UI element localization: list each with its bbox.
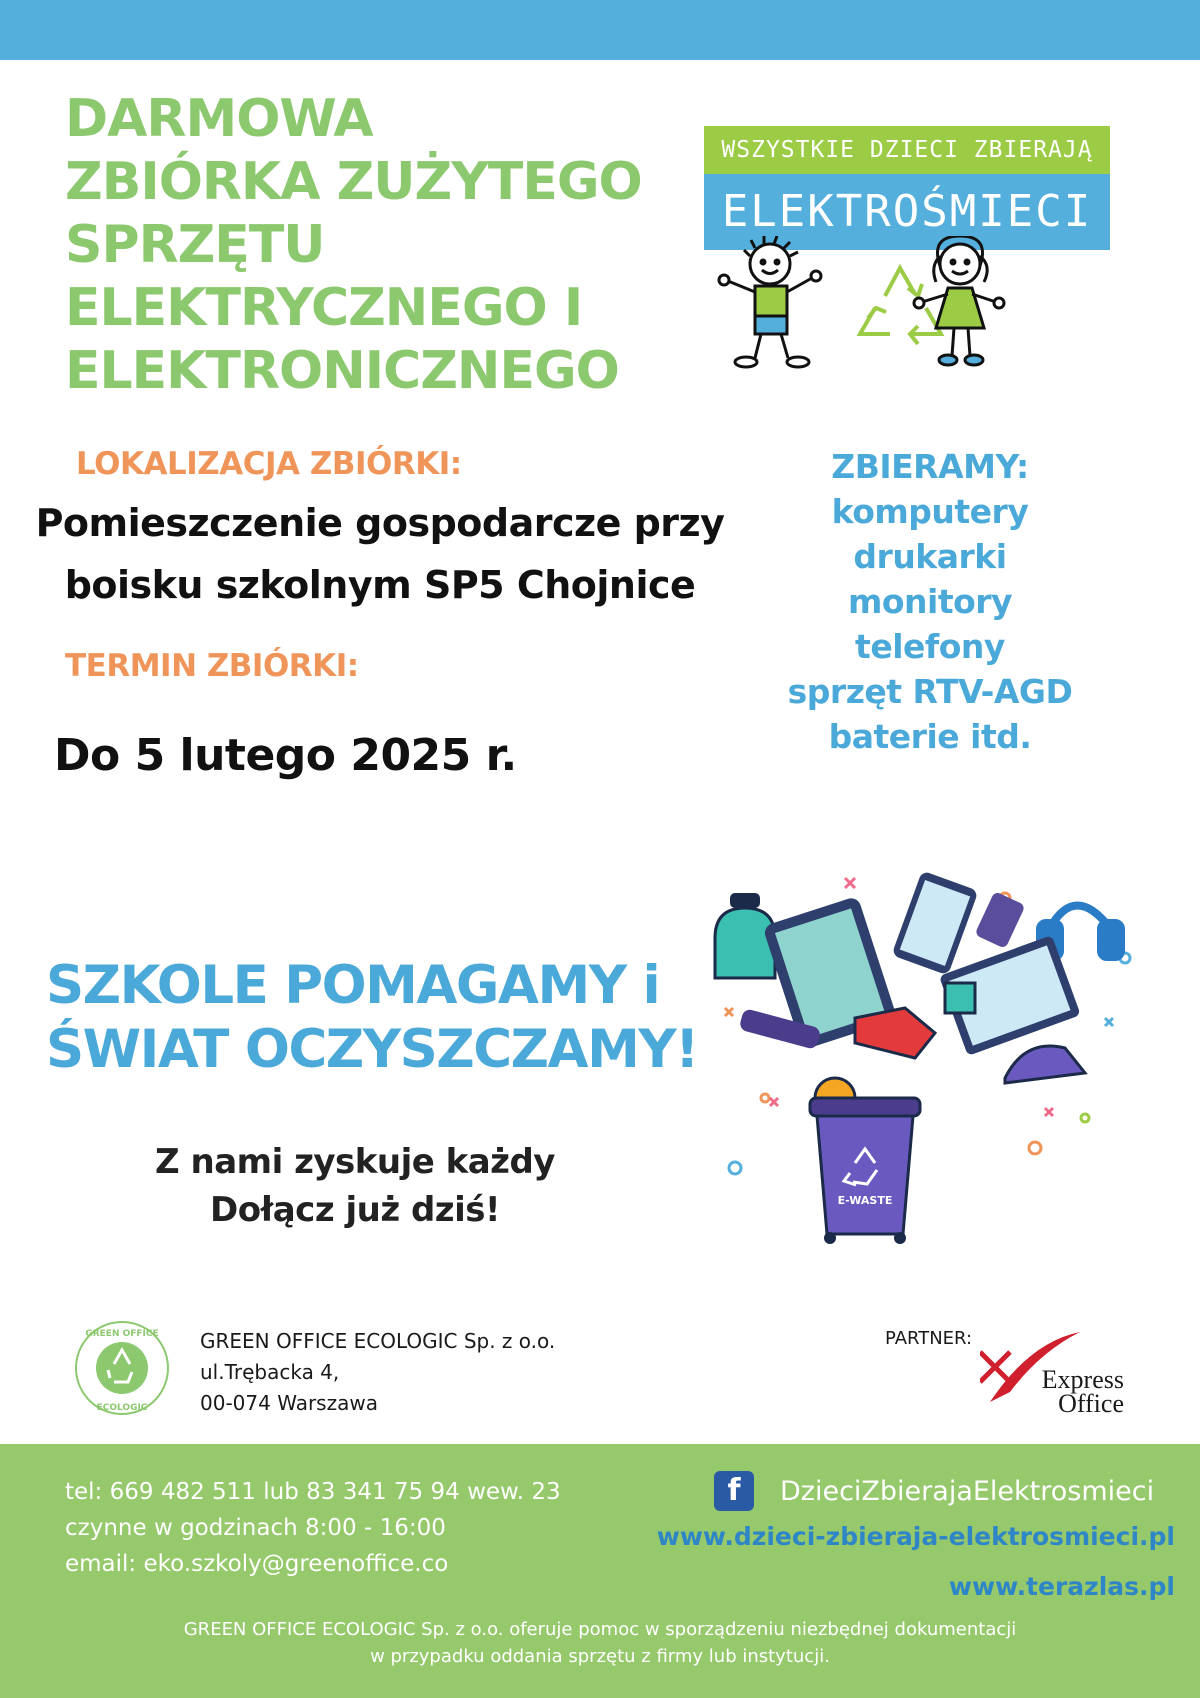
bin-label: E-WASTE <box>837 1194 893 1207</box>
campaign-logo <box>700 126 1110 386</box>
slogan <box>46 954 698 1082</box>
location-text <box>30 492 730 616</box>
express-office-line: Express <box>1041 1365 1124 1394</box>
slogan-line: ŚWIAT OCZYSZCZAMY! <box>46 1019 698 1080</box>
contact-phone: tel: 669 482 511 lub 83 341 75 94 wew. 23 <box>65 1479 561 1505</box>
e-waste-illustration <box>705 868 1150 1246</box>
express-office-line: Office <box>1058 1389 1124 1418</box>
boy-figure-icon <box>719 236 821 367</box>
top-color-bar <box>0 0 1200 60</box>
company-address <box>200 1326 555 1419</box>
logo-bottom-text: ELEKTROŚMIECI <box>704 174 1110 250</box>
collected-items-heading: ZBIERAMY: <box>831 447 1029 486</box>
disclaimer <box>100 1616 1100 1670</box>
logo-top-text: WSZYSTKIE DZIECI ZBIERAJĄ <box>704 126 1110 174</box>
collected-items-list <box>770 444 1090 759</box>
contact-hours: czynne w godzinach 8:00 - 16:00 <box>65 1515 446 1541</box>
join-line: Dołącz już dziś! <box>210 1190 500 1230</box>
main-title-line: DARMOWA <box>65 89 373 149</box>
company-line: 00-074 Warszawa <box>200 1391 378 1415</box>
list-item: telefony <box>855 627 1005 666</box>
location-label: LOKALIZACJA ZBIÓRKI: <box>76 446 462 482</box>
list-item: drukarki <box>853 537 1007 576</box>
main-title <box>65 88 685 403</box>
smartphone-icon <box>891 870 978 975</box>
term-value: Do 5 lutego 2025 r. <box>54 730 517 781</box>
hair-dryer-icon <box>855 1008 935 1058</box>
e-waste-bin-icon <box>810 1098 920 1244</box>
express-office-logo <box>980 1332 1150 1422</box>
iron-icon <box>1005 1046 1085 1083</box>
company-line: GREEN OFFICE ECOLOGIC Sp. z o.o. <box>200 1329 556 1353</box>
recycle-icon <box>860 268 941 344</box>
join-message <box>130 1138 580 1234</box>
company-line: ul.Trębacka 4, <box>200 1360 340 1384</box>
main-title-line: ZBIÓRKA ZUŻYTEGO <box>65 152 642 212</box>
partner-label: PARTNER: <box>885 1328 973 1349</box>
main-title-line: SPRZĘTU <box>65 215 325 275</box>
list-item: monitory <box>847 582 1013 621</box>
logo-text-top: GREEN OFFICE <box>85 1329 159 1339</box>
facebook-link[interactable] <box>714 1470 1154 1512</box>
kids-recycling-illustration <box>700 236 1110 396</box>
list-item: sprzęt RTV-AGD <box>787 672 1073 711</box>
term-label: TERMIN ZBIÓRKI: <box>65 648 359 684</box>
small-phone-icon <box>974 891 1025 949</box>
facebook-page-name: DzieciZbierajaElektrosmieci <box>780 1475 1155 1507</box>
main-title-line: ELEKTRYCZNEGO I <box>65 278 583 338</box>
location-line: Pomieszczenie gospodarcze przy <box>35 501 725 545</box>
main-title-line: ELEKTRONICZNEGO <box>65 341 619 401</box>
chip-icon <box>945 983 975 1013</box>
facebook-icon: f <box>714 1471 754 1511</box>
express-office-wordmark <box>1030 1365 1124 1418</box>
list-item: baterie itd. <box>828 717 1032 756</box>
location-line: boisku szkolnym SP5 Chojnice <box>64 563 696 607</box>
list-item: komputery <box>831 492 1029 531</box>
disclaimer-line: w przypadku oddania sprzętu z firmy lub instytucji. <box>370 1646 830 1667</box>
website-link-terazlas[interactable]: www.terazlas.pl <box>948 1572 1175 1601</box>
join-line: Z nami zyskuje każdy <box>155 1142 555 1182</box>
disclaimer-line: GREEN OFFICE ECOLOGIC Sp. z o.o. oferuje pomoc w sporządzeniu niezbędnej dokumentacji <box>183 1619 1017 1640</box>
contact-email[interactable]: email: eko.szkoly@greenoffice.co <box>65 1551 449 1577</box>
website-link[interactable]: www.dzieci-zbieraja-elektrosmieci.pl <box>656 1522 1175 1551</box>
green-office-logo <box>72 1318 172 1418</box>
girl-figure-icon <box>914 236 1004 365</box>
slogan-line: SZKOLE POMAGAMY i <box>46 955 660 1016</box>
logo-text-bottom: ECOLOGIC <box>96 1403 148 1413</box>
contact-info <box>65 1474 561 1582</box>
